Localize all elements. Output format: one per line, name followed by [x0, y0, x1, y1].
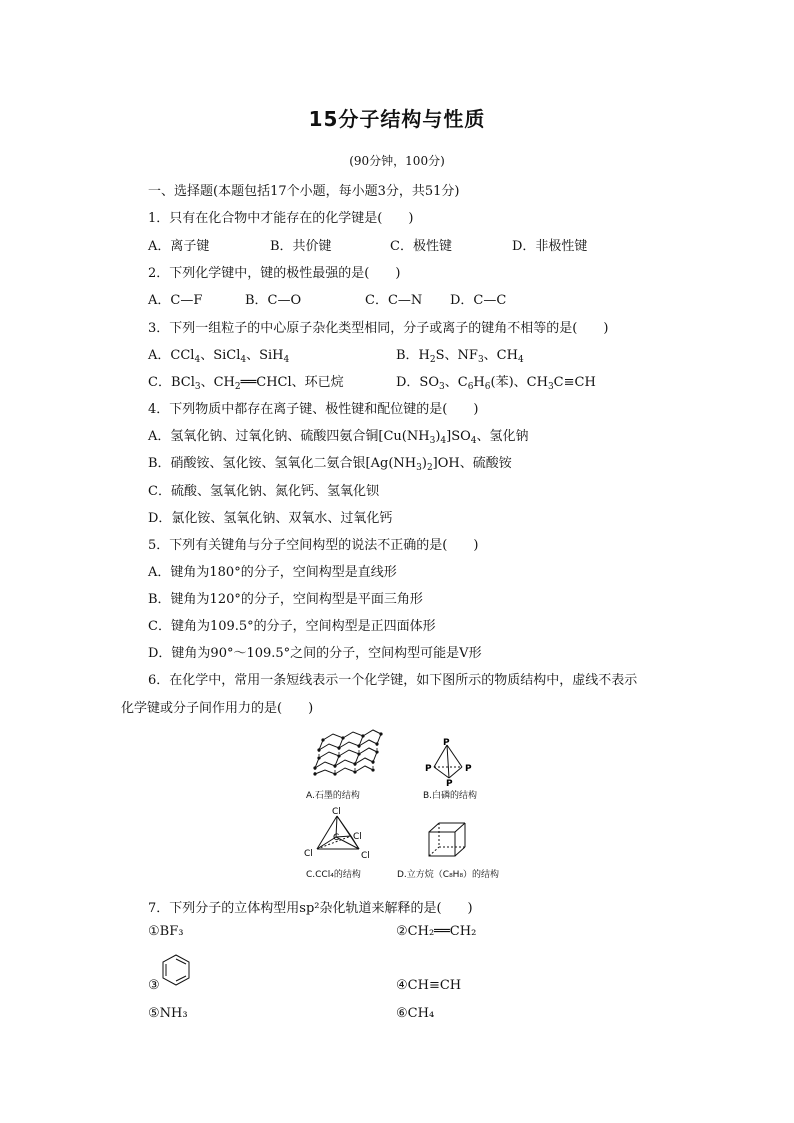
- ccl4-structure-figure: [300, 804, 380, 862]
- q3-option-b: B．$H_2S$、$NF_3$、$CH_4$: [396, 348, 524, 365]
- q4-option-b: B．硝酸铵、氢化铵、氢氧化二氨合银$[Ag(NH_3)_2]OH$、硫酸铵: [148, 456, 512, 473]
- q6-stem-line2: 化学键或分子间作用力的是( ): [121, 701, 314, 716]
- cl-atom-top: Cl: [332, 807, 341, 817]
- cl-atom-right: Cl: [353, 832, 362, 842]
- q2-option-b: B．C—O: [245, 293, 302, 308]
- p-atom-right: P: [465, 764, 472, 774]
- caption-white-phosphorus: B.白磷的结构: [423, 791, 478, 801]
- q1-option-a: A．离子键: [148, 239, 210, 254]
- cl-atom-left: Cl: [304, 849, 313, 859]
- c-atom-center: C: [333, 833, 340, 843]
- q5-option-a: A．键角为180°的分子，空间构型是直线形: [148, 565, 397, 580]
- q2-option-a: A．C—F: [148, 293, 203, 308]
- white-phosphorus-figure: [420, 736, 480, 786]
- q4-option-d: D．氯化铵、氢氧化钠、双氧水、过氧化钙: [148, 511, 393, 526]
- cl-atom-bottom-right: Cl: [361, 851, 370, 861]
- q6-stem-line1: 6．在化学中，常用一条短线表示一个化学键，如下图所示的物质结构中，虚线不表示: [148, 673, 638, 688]
- p-atom-bottom: P: [446, 779, 453, 786]
- q1-option-b: B．共价键: [270, 239, 332, 254]
- q4-stem: 4．下列物质中都存在离子键、极性键和配位键的是( ): [148, 402, 479, 417]
- caption-graphite: A.石墨的结构: [306, 791, 360, 801]
- p-atom-top: P: [443, 738, 450, 748]
- q4-option-c: C．硫酸、氢氧化钠、氮化钙、氢氧化钡: [148, 484, 379, 499]
- section-heading: 一、选择题(本题包括17个小题，每小题3分，共51分): [148, 184, 460, 199]
- page-title: 15分子结构与性质: [308, 107, 486, 131]
- q3-option-a: A．CCl$_4$、SiCl$_4$、SiH$_4$: [148, 348, 290, 365]
- q7-stem: 7．下列分子的立体构型用sp²杂化轨道来解释的是( ): [148, 901, 473, 916]
- q4-option-a: A．氢氧化钠、过氧化钠、硫酸四氨合铜$[Cu(NH_3)_4]SO_4$、氢化钠: [148, 429, 529, 446]
- q2-stem: 2．下列化学键中，键的极性最强的是( ): [148, 266, 401, 281]
- q5-stem: 5．下列有关键角与分子空间构型的说法不正确的是( ): [148, 538, 479, 553]
- caption-ccl4: C.CCl₄的结构: [306, 870, 361, 880]
- cubane-structure-figure: [425, 820, 471, 860]
- q7-option-6: ⑥CH₄: [396, 1006, 435, 1021]
- graphite-structure-figure: [305, 728, 385, 784]
- q1-option-c: C．极性键: [390, 239, 452, 254]
- q3-option-d: D．$SO_3$、$C_6H_6$(苯)、$CH_3C\equiv CH$: [396, 375, 596, 392]
- benzene-ring-icon: [160, 952, 192, 988]
- q2-option-c: C．C—N: [365, 293, 423, 308]
- q1-option-d: D．非极性键: [512, 239, 588, 254]
- q5-option-b: B．键角为120°的分子，空间构型是平面三角形: [148, 592, 423, 607]
- q7-option-5: ⑤NH₃: [148, 1006, 188, 1021]
- q1-stem: 1．只有在化合物中才能存在的化学键是( ): [148, 211, 414, 226]
- q5-option-d: D．键角为90°～109.5°之间的分子，空间构型可能是V形: [148, 646, 482, 661]
- p-atom-left: P: [425, 764, 432, 774]
- caption-cubane: D.立方烷（C₈H₈）的结构: [397, 870, 500, 880]
- exam-info: (90分钟，100分): [349, 154, 445, 168]
- q2-option-d: D．C—C: [450, 293, 507, 308]
- q7-option-3: ③: [148, 978, 160, 993]
- q7-option-4: ④CH≡CH: [396, 978, 462, 993]
- q7-option-2: ②CH₂══CH₂: [396, 924, 477, 939]
- q3-option-c: C．BCl$_3$、$CH_2══CHCl$、环已烷: [148, 375, 344, 392]
- q7-option-1: ①BF₃: [148, 924, 184, 939]
- q3-stem: 3．下列一组粒子的中心原子杂化类型相同，分子或离子的键角不相等的是( ): [148, 321, 609, 336]
- q5-option-c: C．键角为109.5°的分子，空间构型是正四面体形: [148, 619, 436, 634]
